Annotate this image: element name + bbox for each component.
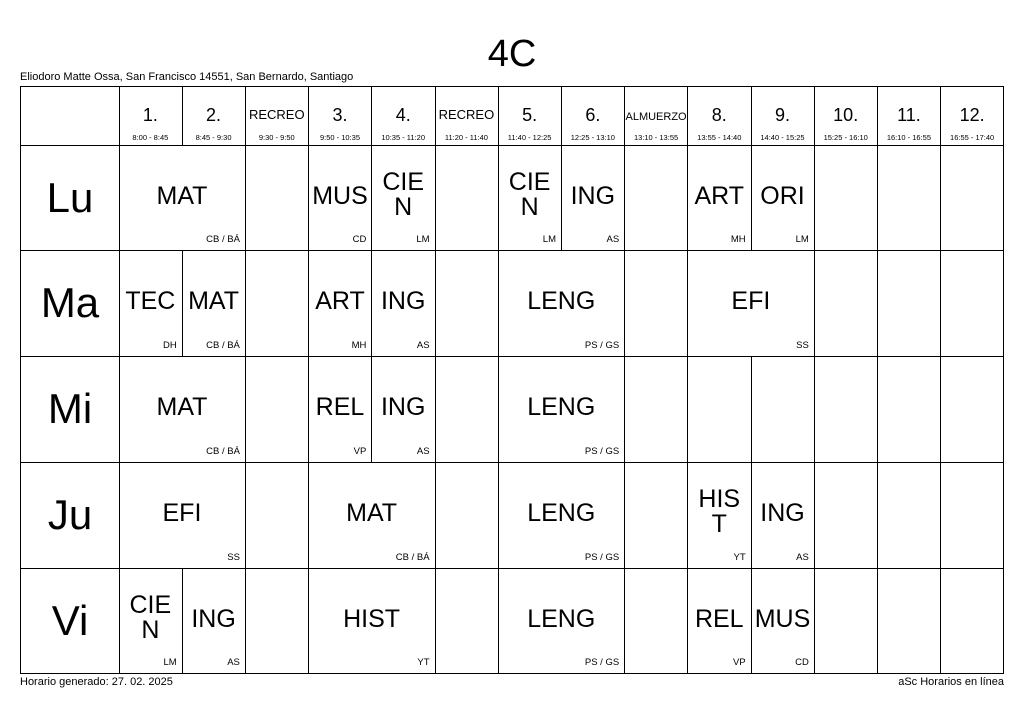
period-header <box>498 86 562 146</box>
lesson-subject: LENG <box>527 604 596 633</box>
period-label: RECREO <box>248 107 305 122</box>
period-time: 8:00 - 8:45 <box>132 133 169 142</box>
lesson-cell <box>498 145 562 251</box>
lesson-teacher: YT <box>733 551 746 563</box>
day-label-cell <box>20 251 120 357</box>
lesson-teacher: CB / BÁ <box>206 445 240 457</box>
lesson-subject: LENG <box>527 499 596 528</box>
day-label-cell <box>20 568 120 674</box>
day-label-cell <box>20 462 120 568</box>
lesson-teacher: AS <box>606 234 620 246</box>
period-header <box>561 86 625 146</box>
period-header <box>941 86 1005 146</box>
empty-cell <box>814 251 878 357</box>
empty-cell <box>625 568 689 674</box>
lesson-subject: MUS <box>312 181 368 210</box>
period-header <box>372 86 436 146</box>
lesson-teacher: LM <box>163 657 177 669</box>
lesson-teacher: PS / GS <box>584 340 620 352</box>
day-name: Vi <box>51 596 89 644</box>
empty-cell <box>878 462 942 568</box>
lesson-cell <box>688 568 752 674</box>
lesson-subject: ING <box>570 181 616 210</box>
period-label: 12. <box>959 105 985 125</box>
lesson-teacher: CB / BÁ <box>206 340 240 352</box>
lesson-subject: ORI <box>760 181 805 210</box>
period-label: 5. <box>522 105 538 125</box>
lesson-teacher: LM <box>542 234 556 246</box>
period-time: 14:40 - 15:25 <box>760 133 805 142</box>
period-time: 11:40 - 12:25 <box>507 133 552 142</box>
empty-cell <box>625 251 689 357</box>
lesson-cell <box>309 462 436 568</box>
empty-cell <box>435 145 499 251</box>
day-label-cell <box>20 145 120 251</box>
empty-cell <box>878 251 942 357</box>
lesson-subject: EFI <box>162 499 202 528</box>
lesson-cell <box>372 145 436 251</box>
period-label: 2. <box>206 105 222 125</box>
lesson-teacher: LM <box>795 234 809 246</box>
period-header <box>182 86 246 146</box>
lesson-cell <box>688 145 752 251</box>
period-label: 11. <box>897 105 921 125</box>
period-header <box>878 86 942 146</box>
lesson-subject: REL <box>694 604 744 633</box>
period-header <box>435 86 499 146</box>
lesson-teacher: CB / BÁ <box>206 234 240 246</box>
lesson-cell <box>119 568 183 674</box>
day-name: Ju <box>47 491 93 539</box>
lesson-teacher: AS <box>796 551 809 563</box>
lesson-subject: HIST <box>343 604 401 633</box>
empty-cell <box>878 568 942 674</box>
lesson-cell <box>119 251 183 357</box>
lesson-teacher: LM <box>416 234 430 246</box>
period-time: 15:25 - 16:10 <box>823 133 868 142</box>
lesson-teacher: PS / GS <box>584 657 620 669</box>
lesson-cell <box>309 568 436 674</box>
empty-cell <box>245 251 309 357</box>
empty-cell <box>625 462 689 568</box>
day-name: Ma <box>40 279 100 327</box>
lesson-cell <box>372 251 436 357</box>
brand-label: aSc Horarios en línea <box>898 676 1004 688</box>
lesson-teacher: CD <box>795 657 809 669</box>
empty-cell <box>751 357 815 463</box>
lesson-subject: ART <box>694 181 745 210</box>
corner-cell <box>20 86 120 146</box>
lesson-subject: MAT <box>156 181 208 210</box>
lesson-cell <box>688 251 815 357</box>
lesson-teacher: VP <box>732 657 746 669</box>
empty-cell <box>878 357 942 463</box>
period-header <box>119 86 183 146</box>
lesson-subject: MUS <box>754 604 811 633</box>
empty-cell <box>435 462 499 568</box>
period-time: 10:35 - 11:20 <box>381 133 426 142</box>
lesson-subject: ART <box>315 287 365 316</box>
lesson-subject: ING <box>380 393 426 422</box>
empty-cell <box>941 357 1005 463</box>
lesson-cell <box>688 462 752 568</box>
empty-cell <box>245 568 309 674</box>
period-label: 9. <box>774 105 790 125</box>
generated-date: Horario generado: 27. 02. 2025 <box>20 676 173 688</box>
period-time: 11:20 - 11:40 <box>444 133 488 142</box>
empty-cell <box>435 568 499 674</box>
empty-cell <box>688 357 752 463</box>
period-label: 4. <box>395 105 411 125</box>
period-time: 8:45 - 9:30 <box>195 133 232 142</box>
lesson-cell <box>182 568 246 674</box>
empty-cell <box>814 462 878 568</box>
period-label: 8. <box>711 105 727 125</box>
lesson-teacher: AS <box>227 657 240 669</box>
lesson-subject: REL <box>315 393 365 422</box>
lesson-subject: MAT <box>346 499 398 528</box>
lesson-teacher: PS / GS <box>584 445 620 457</box>
empty-cell <box>625 357 689 463</box>
lesson-teacher: AS <box>416 340 430 352</box>
period-header <box>751 86 815 146</box>
lesson-subject: TEC <box>125 287 176 316</box>
lesson-teacher: MH <box>351 340 367 352</box>
page-title: 4C <box>487 33 537 75</box>
empty-cell <box>814 145 878 251</box>
period-label: RECREO <box>438 107 495 122</box>
period-time: 9:30 - 9:50 <box>258 133 295 142</box>
lesson-subject: ING <box>380 287 426 316</box>
day-name: Lu <box>46 173 94 221</box>
lesson-teacher: AS <box>416 445 430 457</box>
lesson-subject: CIEN <box>129 590 172 644</box>
period-time: 9:50 - 10:35 <box>319 133 360 142</box>
empty-cell <box>245 462 309 568</box>
lesson-cell <box>119 357 246 463</box>
empty-cell <box>245 145 309 251</box>
lesson-teacher: SS <box>796 340 809 352</box>
lesson-cell <box>309 145 373 251</box>
lesson-subject: CIEN <box>508 167 551 221</box>
period-time: 13:10 - 13:55 <box>633 133 679 142</box>
lesson-teacher: YT <box>417 657 430 669</box>
lesson-cell <box>498 568 625 674</box>
lesson-cell <box>309 251 373 357</box>
lesson-subject: LENG <box>527 287 596 316</box>
day-label-cell <box>20 357 120 463</box>
lesson-cell <box>498 251 625 357</box>
empty-cell <box>435 251 499 357</box>
period-label: 6. <box>585 105 601 125</box>
empty-cell <box>941 145 1005 251</box>
lesson-teacher: CD <box>352 234 367 246</box>
lesson-cell <box>751 145 815 251</box>
period-label: 3. <box>332 105 348 125</box>
lesson-subject: ING <box>760 499 805 528</box>
lesson-cell <box>182 251 246 357</box>
lesson-cell <box>498 357 625 463</box>
lesson-subject: MAT <box>188 287 240 316</box>
lesson-subject: HIST <box>698 485 741 539</box>
empty-cell <box>941 251 1005 357</box>
empty-cell <box>814 357 878 463</box>
lesson-teacher: SS <box>227 551 240 563</box>
lesson-cell <box>498 462 625 568</box>
school-address: Eliodoro Matte Ossa, San Francisco 14551, San Bernardo, Santiago <box>20 71 354 83</box>
period-time: 16:55 - 17:40 <box>950 133 995 142</box>
lesson-teacher: DH <box>162 340 177 352</box>
empty-cell <box>941 462 1005 568</box>
lesson-subject: CIEN <box>382 167 425 221</box>
lesson-cell <box>119 462 246 568</box>
lesson-cell <box>309 357 373 463</box>
empty-cell <box>435 357 499 463</box>
period-time: 12:25 - 13:10 <box>570 133 615 142</box>
period-header <box>625 86 689 146</box>
empty-cell <box>245 357 309 463</box>
lesson-cell <box>751 462 815 568</box>
empty-cell <box>878 145 942 251</box>
empty-cell <box>625 145 689 251</box>
period-header <box>814 86 878 146</box>
period-header <box>309 86 373 146</box>
lesson-cell <box>119 145 246 251</box>
lesson-teacher: CB / BÁ <box>395 551 430 563</box>
period-header <box>688 86 752 146</box>
lesson-cell <box>372 357 436 463</box>
empty-cell <box>941 568 1005 674</box>
lesson-subject: EFI <box>731 287 771 316</box>
lesson-subject: MAT <box>156 393 208 422</box>
period-time: 13:55 - 14:40 <box>697 133 742 142</box>
period-label: 1. <box>142 105 158 125</box>
lesson-teacher: MH <box>730 234 746 246</box>
lesson-subject: ING <box>191 604 236 633</box>
lesson-subject: LENG <box>527 393 596 422</box>
period-label: 10. <box>833 105 859 125</box>
lesson-teacher: VP <box>353 445 367 457</box>
period-header <box>245 86 309 146</box>
period-label: ALMUERZO <box>625 111 687 123</box>
lesson-teacher: PS / GS <box>584 551 620 563</box>
period-time: 16:10 - 16:55 <box>886 133 932 142</box>
empty-cell <box>814 568 878 674</box>
day-name: Mi <box>47 385 93 433</box>
lesson-cell <box>561 145 625 251</box>
lesson-cell <box>751 568 815 674</box>
